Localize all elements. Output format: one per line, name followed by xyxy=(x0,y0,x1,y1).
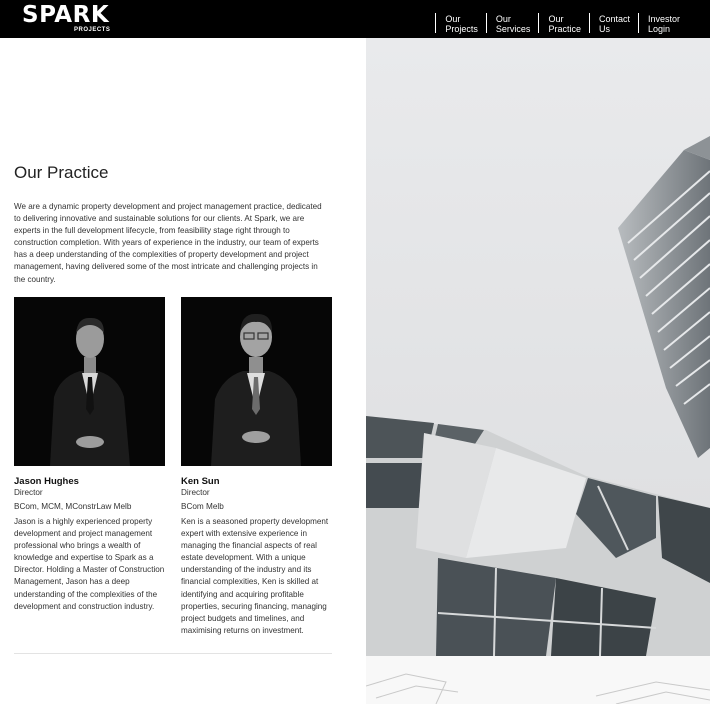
member-role: Director xyxy=(14,488,43,497)
member-name: Ken Sun xyxy=(181,476,220,487)
team-member-card xyxy=(14,297,165,613)
main-nav xyxy=(435,13,688,33)
member-name: Jason Hughes xyxy=(14,476,79,487)
nav-label: Login xyxy=(647,24,671,34)
building-sketch xyxy=(366,656,710,704)
nav-label: Investor xyxy=(647,14,680,24)
nav-investor-login[interactable] xyxy=(638,13,688,33)
logo-wordmark: SPARK xyxy=(22,2,110,28)
section-divider xyxy=(14,653,332,654)
portrait-photo xyxy=(181,297,332,466)
practice-intro: We are a dynamic property development and project management practice, dedicated to delivering innovative and sustainable solutions for our clients. At Spark, we are experts in the full development lifecycle, from feasibility stage right through to construction completion. With years of experience in the industry, our team of experts has a deep understanding of the complexities of property development and project management, having delivered some of the most intricate and challenging projects in the country. xyxy=(14,202,322,284)
nav-label: Our xyxy=(548,14,564,24)
nav-contact-us[interactable] xyxy=(589,13,638,33)
nav-our-practice[interactable] xyxy=(538,13,589,33)
nav-label: Our xyxy=(445,14,461,24)
spark-logo[interactable] xyxy=(22,2,111,33)
nav-label: Our xyxy=(495,14,511,24)
team-member-card xyxy=(181,297,332,637)
member-qualifications: BCom Melb xyxy=(181,502,224,511)
member-role: Director xyxy=(181,488,210,497)
site-header xyxy=(0,0,710,38)
logo-tagline: PROJECTS xyxy=(74,27,111,33)
nav-label: Contact xyxy=(598,14,630,24)
building-photo xyxy=(366,38,710,656)
nav-label: Practice xyxy=(548,24,581,34)
nav-label: Us xyxy=(598,24,610,34)
nav-our-projects[interactable] xyxy=(435,13,486,33)
member-bio: Jason is a highly experienced property development and project management professional who brings a wealth of knowledge and expertise to Spark as a Director. Holding a Master of Construction Management, Jason has a deep understanding of the complexities of the development and construction industry. xyxy=(14,517,165,611)
member-bio: Ken is a seasoned property development expert with extensive experience in managing the financial aspects of real estate development. With a unique understanding of the industry and its financial complexities, Ken is skilled at identifying and acquiring profitable properties, securing financing, managing project budgets and timelines, and maximising returns on investment. xyxy=(181,517,329,635)
page-title: Our Practice xyxy=(14,163,109,182)
nav-our-services[interactable] xyxy=(486,13,539,33)
member-qualifications: BCom, MCM, MConstrLaw Melb xyxy=(14,502,132,511)
nav-label: Projects xyxy=(445,24,478,34)
nav-label: Services xyxy=(495,24,531,34)
portrait-photo xyxy=(14,297,165,466)
